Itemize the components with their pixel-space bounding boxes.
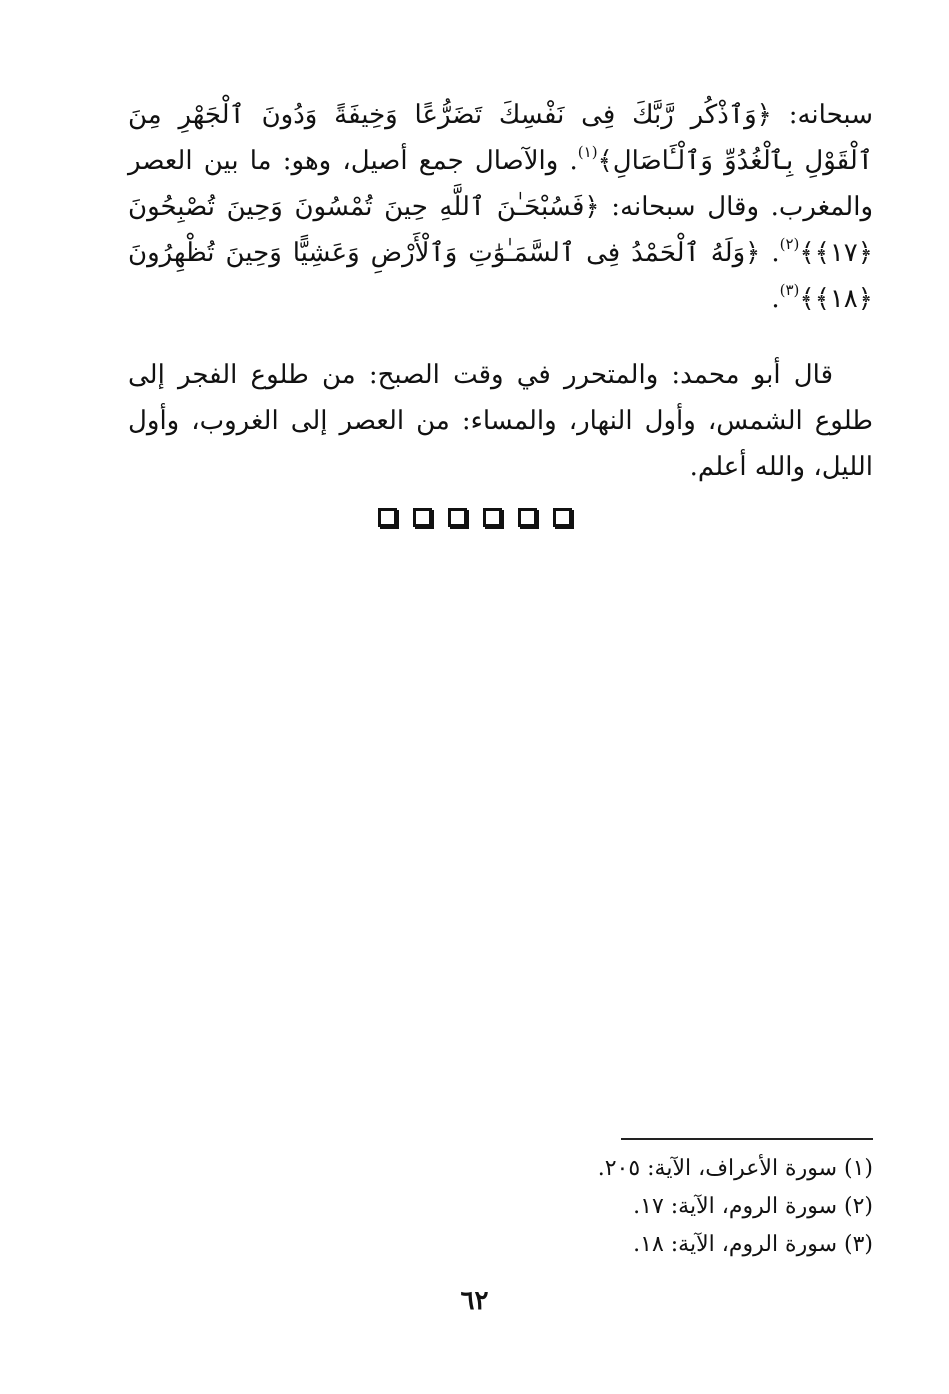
- square-ornament-icon: [413, 508, 432, 527]
- lead-text: سبحانه:: [771, 100, 873, 130]
- footnote-ref-1: (١): [577, 143, 598, 161]
- separator-text: .: [760, 238, 780, 268]
- square-ornament-icon: [518, 508, 537, 527]
- paragraph-quran-verses: [128, 92, 873, 322]
- square-ornament-icon: [553, 508, 572, 527]
- footnote-separator-line: [621, 1138, 873, 1140]
- main-text: [128, 92, 873, 518]
- end-punctuation: .: [771, 284, 780, 314]
- square-ornament-icon: [378, 508, 397, 527]
- footnote-1: (١) سورة الأعراف، الآية: ٢٠٥.: [597, 1156, 873, 1181]
- quran-quote-rum-18: ﴿وَلَهُ ٱلْحَمْدُ فِى ٱلسَّمَـٰوَٰتِ وَٱلْأَرْضِ وَعَشِيًّا وَحِينَ تُظْهِرُونَ ﴿١٨﴾﴾: [128, 238, 873, 314]
- quran-quote-rum-17: ﴿فَسُبْحَـٰنَ ٱللَّهِ حِينَ تُمْسُونَ وَحِينَ تُصْبِحُونَ ﴿١٧﴾﴾: [128, 192, 874, 268]
- page-number: ٦٢: [460, 1286, 489, 1316]
- paragraph-abu-muhammad: قال أبو محمد: والمتحرر في وقت الصبح: من طلوع الفجر إلى طلوع الشمس، وأول النهار، والمساء: من العصر إلى الغروب، وأول الليل، والله أعلم.: [128, 360, 873, 482]
- footnote-3: (٣) سورة الروم، الآية: ١٨.: [633, 1232, 873, 1257]
- footnote-ref-2: (٢): [779, 235, 800, 253]
- footnotes: [373, 1150, 873, 1264]
- section-divider-ornament: [0, 508, 949, 527]
- quran-quote-araf-205: ﴿وَٱذْكُر رَّبَّكَ فِى نَفْسِكَ تَضَرُّعًا وَخِيفَةً وَدُونَ ٱلْجَهْرِ مِنَ ٱلْقَوْلِ بِٱلْغُدُوِّ وَٱلْـَٔاصَالِ﴾: [128, 100, 873, 176]
- square-ornament-icon: [483, 508, 502, 527]
- footnote-ref-3: (٣): [779, 281, 800, 299]
- explanation-text: . والآصال جمع أصيل، وهو: ما بين العصر والمغرب. وقال سبحانه:: [128, 146, 873, 222]
- square-ornament-icon: [448, 508, 467, 527]
- footnote-2: (٢) سورة الروم، الآية: ١٧.: [633, 1194, 873, 1219]
